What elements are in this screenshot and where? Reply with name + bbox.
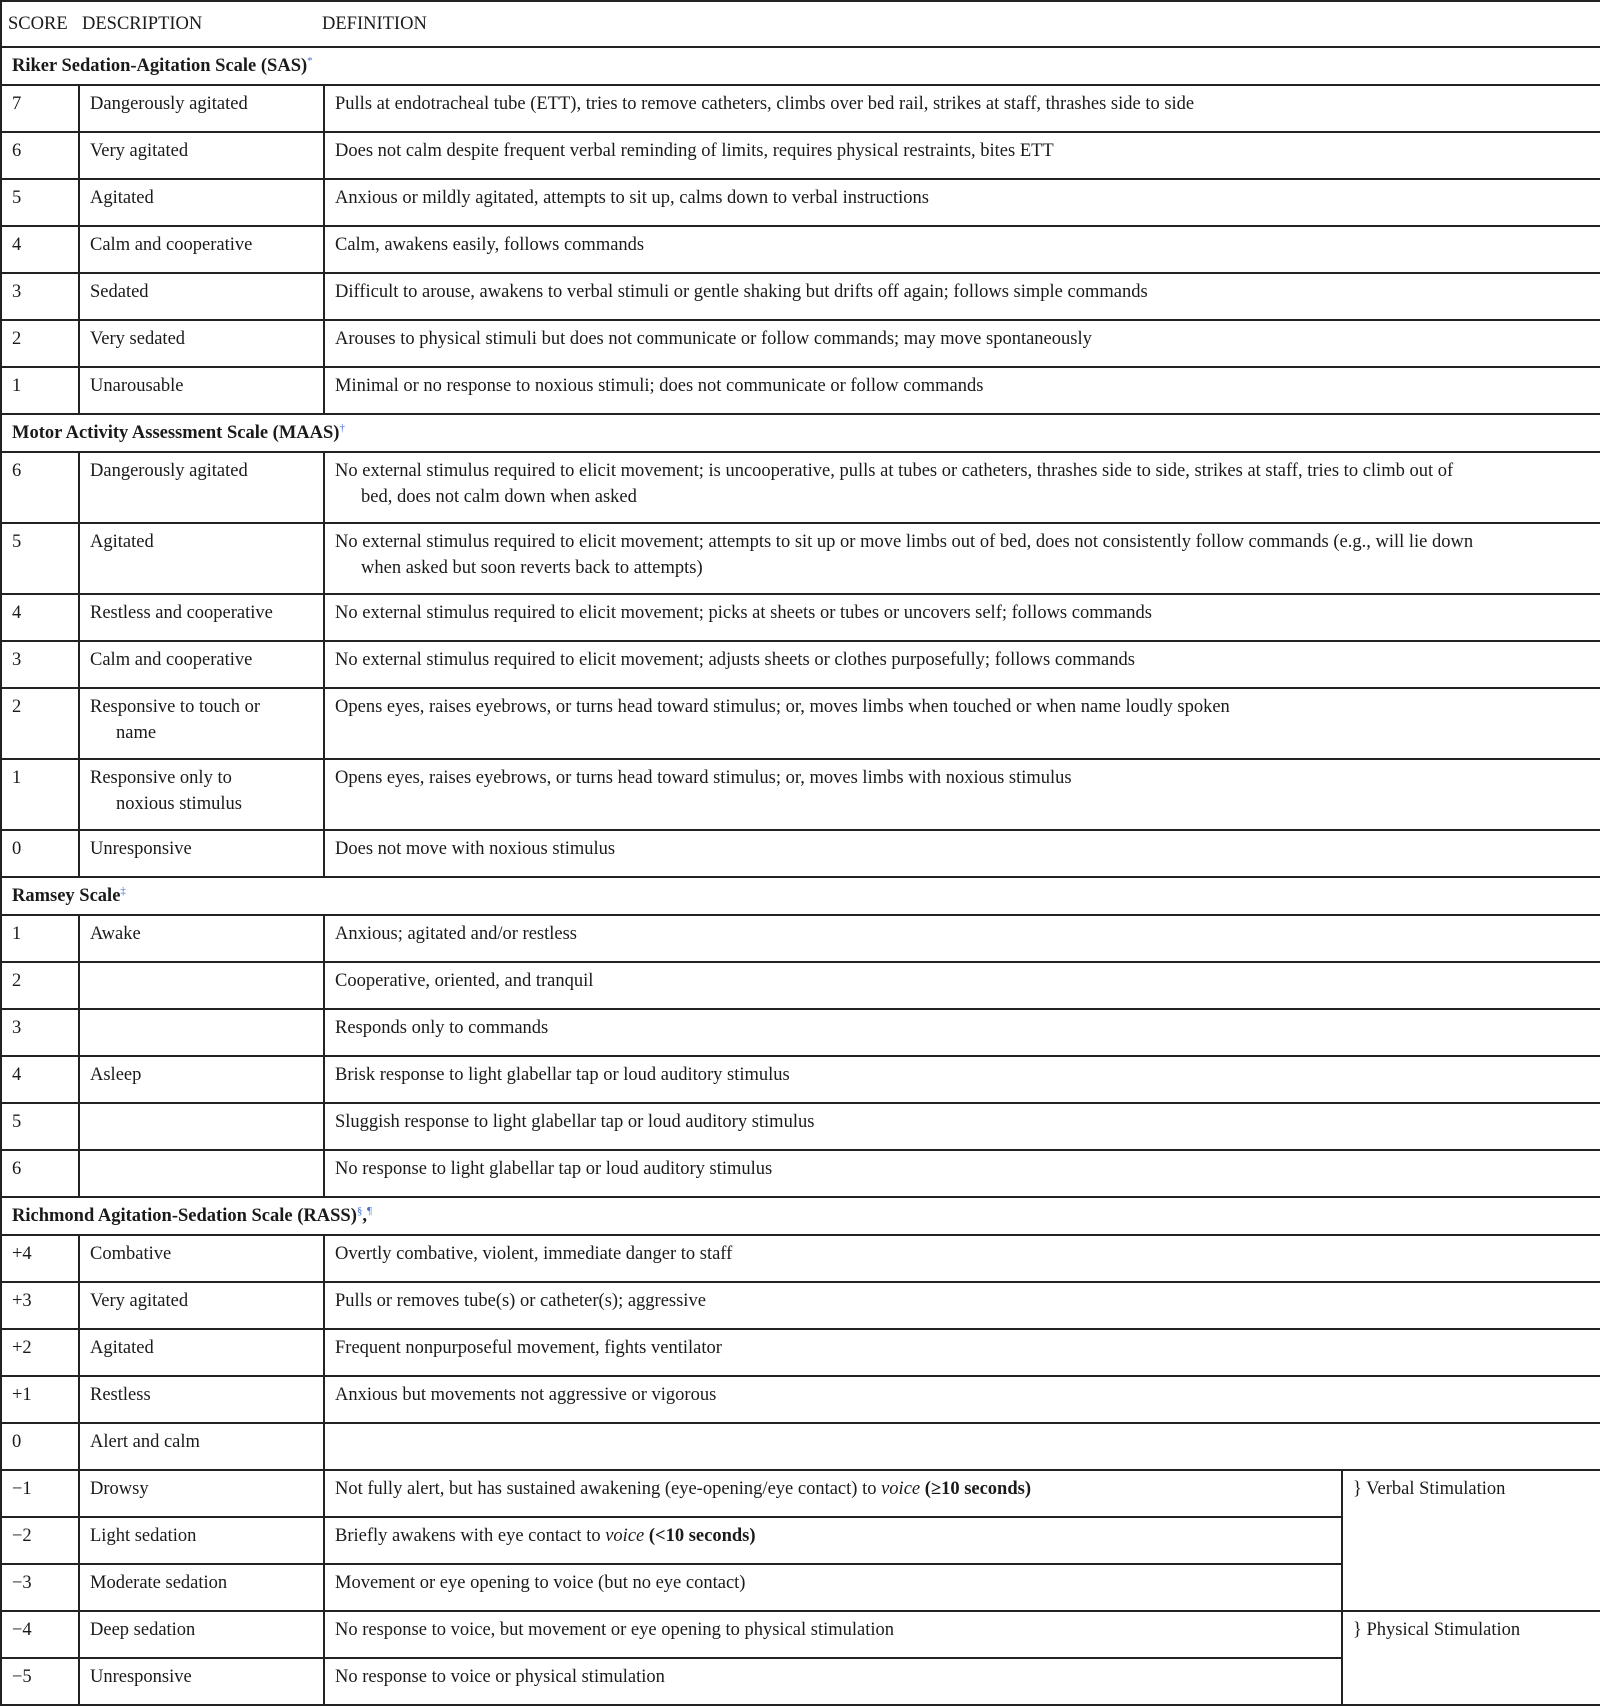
description-cell: Dangerously agitated (79, 452, 324, 523)
score-cell: 3 (1, 273, 79, 320)
table-row (1, 759, 1600, 830)
definition-line: No external stimulus required to elicit movement; attempts to sit up or move limbs out of bed, does not consistently follow commands (e.g., will lie down (335, 532, 1474, 552)
definition-cell: No external stimulus required to elicit movement; picks at sheets or tubes or uncovers self; follows commands (324, 594, 1600, 641)
score-cell: −5 (1, 1658, 79, 1705)
definition-cell (324, 1470, 1342, 1517)
score-cell: −4 (1, 1611, 79, 1658)
description-cell: Dangerously agitated (79, 85, 324, 132)
description-cell: Light sedation (79, 1517, 324, 1564)
table-row (1, 1282, 1600, 1329)
score-cell: 6 (1, 1150, 79, 1197)
definition-cell: Anxious or mildly agitated, attempts to sit up, calms down to verbal instructions (324, 179, 1600, 226)
score-cell: +2 (1, 1329, 79, 1376)
score-cell: 7 (1, 85, 79, 132)
table-row (1, 1376, 1600, 1423)
definition-continuation: bed, does not calm down when asked (361, 487, 637, 507)
definition-text: Briefly awakens with eye contact to (335, 1526, 606, 1546)
table-header-row (1, 1, 1600, 47)
definition-duration: (<10 seconds) (644, 1526, 756, 1546)
description-cell: Unarousable (79, 367, 324, 414)
section-ramsey (1, 877, 1600, 915)
description-cell: Unresponsive (79, 1658, 324, 1705)
description-cell (79, 1009, 324, 1056)
table-row (1, 830, 1600, 877)
footnote-mark[interactable]: † (339, 421, 345, 434)
table-row (1, 1009, 1600, 1056)
description-cell: Agitated (79, 1329, 324, 1376)
header-score: SCORE (8, 14, 68, 34)
footnote-mark[interactable]: ¶ (366, 1204, 372, 1217)
table-row (1, 367, 1600, 414)
section-title: Ramsey Scale (12, 886, 121, 906)
score-cell: 2 (1, 962, 79, 1009)
section-title: Riker Sedation-Agitation Scale (SAS) (12, 56, 308, 76)
score-cell: 5 (1, 523, 79, 594)
definition-line: No external stimulus required to elicit movement; is uncooperative, pulls at tubes or catheters, thrashes side to side, strikes at staff, tries to climb out of (335, 461, 1454, 481)
description-cell: Very sedated (79, 320, 324, 367)
score-cell: −3 (1, 1564, 79, 1611)
score-cell: 2 (1, 320, 79, 367)
description-cell (79, 1103, 324, 1150)
description-cell: Unresponsive (79, 830, 324, 877)
score-cell: 0 (1, 1423, 79, 1470)
table-row (1, 132, 1600, 179)
footnote-mark[interactable]: * (307, 54, 313, 67)
footnote-mark[interactable]: § (356, 1204, 363, 1217)
description-cell: Sedated (79, 273, 324, 320)
description-cell (79, 759, 324, 830)
definition-emphasis: voice (881, 1479, 921, 1499)
description-cell (79, 962, 324, 1009)
header-cell (1, 1, 1600, 47)
physical-stimulation-bracket: } Physical Stimulation (1342, 1611, 1600, 1705)
description-cell: Deep sedation (79, 1611, 324, 1658)
definition-continuation: when asked but soon reverts back to attempts) (361, 558, 703, 578)
description-cell: Calm and cooperative (79, 226, 324, 273)
definition-cell: Minimal or no response to noxious stimuli; does not communicate or follow commands (324, 367, 1600, 414)
score-cell: 5 (1, 179, 79, 226)
table-row (1, 523, 1600, 594)
table-row (1, 1150, 1600, 1197)
definition-cell: Opens eyes, raises eyebrows, or turns head toward stimulus; or, moves limbs when touched or when name loudly spoken (324, 688, 1600, 759)
description-line: Responsive only to (90, 768, 232, 788)
definition-cell: Pulls or removes tube(s) or catheter(s); aggressive (324, 1282, 1600, 1329)
section-title: Richmond Agitation-Sedation Scale (RASS) (12, 1206, 357, 1226)
description-cell: Restless and cooperative (79, 594, 324, 641)
score-cell: +3 (1, 1282, 79, 1329)
description-cell: Alert and calm (79, 1423, 324, 1470)
score-cell: −2 (1, 1517, 79, 1564)
score-cell: 6 (1, 452, 79, 523)
definition-cell (324, 1517, 1342, 1564)
table-row (1, 320, 1600, 367)
definition-cell: No response to voice or physical stimulation (324, 1658, 1342, 1705)
definition-cell: Overtly combative, violent, immediate danger to staff (324, 1235, 1600, 1282)
description-line: Responsive to touch or (90, 697, 261, 717)
table-row (1, 1470, 1600, 1517)
score-cell: 4 (1, 226, 79, 273)
description-cell: Asleep (79, 1056, 324, 1103)
description-cell (79, 688, 324, 759)
header-description: DESCRIPTION (82, 14, 203, 34)
table-row (1, 1235, 1600, 1282)
definition-cell: Anxious; agitated and/or restless (324, 915, 1600, 962)
score-cell: +1 (1, 1376, 79, 1423)
table-row (1, 85, 1600, 132)
description-cell: Agitated (79, 179, 324, 226)
definition-cell: Does not calm despite frequent verbal reminding of limits, requires physical restraints, bites ETT (324, 132, 1600, 179)
score-cell: 1 (1, 915, 79, 962)
score-cell: −1 (1, 1470, 79, 1517)
definition-cell: No external stimulus required to elicit movement; adjusts sheets or clothes purposefully; follows commands (324, 641, 1600, 688)
definition-cell: Does not move with noxious stimulus (324, 830, 1600, 877)
score-cell: 2 (1, 688, 79, 759)
section-rass (1, 1197, 1600, 1235)
description-continuation: noxious stimulus (116, 794, 242, 814)
description-cell (79, 1150, 324, 1197)
table-row (1, 452, 1600, 523)
definition-cell: Pulls at endotracheal tube (ETT), tries to remove catheters, climbs over bed rail, strikes at staff, thrashes side to side (324, 85, 1600, 132)
table-row (1, 1329, 1600, 1376)
definition-cell: Arouses to physical stimuli but does not communicate or follow commands; may move spontaneously (324, 320, 1600, 367)
score-cell: 3 (1, 641, 79, 688)
table-row (1, 1056, 1600, 1103)
definition-cell: Frequent nonpurposeful movement, fights ventilator (324, 1329, 1600, 1376)
description-cell: Agitated (79, 523, 324, 594)
score-cell: +4 (1, 1235, 79, 1282)
definition-cell: Responds only to commands (324, 1009, 1600, 1056)
description-cell: Drowsy (79, 1470, 324, 1517)
definition-cell: Difficult to arouse, awakens to verbal stimuli or gentle shaking but drifts off again; follows simple commands (324, 273, 1600, 320)
section-title: Motor Activity Assessment Scale (MAAS) (12, 423, 340, 443)
table-row (1, 1423, 1600, 1470)
description-cell: Restless (79, 1376, 324, 1423)
table-row (1, 179, 1600, 226)
definition-text: Not fully alert, but has sustained awakening (eye-opening/eye contact) to (335, 1479, 882, 1499)
description-cell: Very agitated (79, 132, 324, 179)
score-cell: 0 (1, 830, 79, 877)
table-row (1, 226, 1600, 273)
footnote-separator: , (362, 1206, 367, 1226)
description-cell: Very agitated (79, 1282, 324, 1329)
definition-cell: No response to light glabellar tap or loud auditory stimulus (324, 1150, 1600, 1197)
score-cell: 5 (1, 1103, 79, 1150)
table-row (1, 594, 1600, 641)
score-cell: 6 (1, 132, 79, 179)
definition-cell: Brisk response to light glabellar tap or loud auditory stimulus (324, 1056, 1600, 1103)
table-row (1, 1103, 1600, 1150)
table-row (1, 962, 1600, 1009)
table-row (1, 915, 1600, 962)
definition-cell: Movement or eye opening to voice (but no eye contact) (324, 1564, 1342, 1611)
section-maas (1, 414, 1600, 452)
definition-cell: Opens eyes, raises eyebrows, or turns head toward stimulus; or, moves limbs with noxious stimulus (324, 759, 1600, 830)
description-cell: Combative (79, 1235, 324, 1282)
definition-duration: (≥10 seconds) (920, 1479, 1031, 1499)
definition-emphasis: voice (605, 1526, 645, 1546)
table-row (1, 273, 1600, 320)
table-row (1, 1611, 1600, 1658)
description-cell: Moderate sedation (79, 1564, 324, 1611)
definition-cell: Anxious but movements not aggressive or vigorous (324, 1376, 1600, 1423)
description-continuation: name (116, 723, 157, 743)
definition-cell (324, 523, 1600, 594)
definition-cell: Sluggish response to light glabellar tap or loud auditory stimulus (324, 1103, 1600, 1150)
description-cell: Awake (79, 915, 324, 962)
header-definition: DEFINITION (322, 14, 427, 34)
score-cell: 3 (1, 1009, 79, 1056)
description-cell: Calm and cooperative (79, 641, 324, 688)
score-cell: 1 (1, 367, 79, 414)
definition-cell: Cooperative, oriented, and tranquil (324, 962, 1600, 1009)
definition-cell (324, 452, 1600, 523)
definition-cell: Calm, awakens easily, follows commands (324, 226, 1600, 273)
definition-cell (324, 1423, 1600, 1470)
verbal-stimulation-bracket: } Verbal Stimulation (1342, 1470, 1600, 1611)
footnote-mark[interactable]: ‡ (120, 884, 126, 897)
score-cell: 1 (1, 759, 79, 830)
score-cell: 4 (1, 594, 79, 641)
definition-cell: No response to voice, but movement or eye opening to physical stimulation (324, 1611, 1342, 1658)
score-cell: 4 (1, 1056, 79, 1103)
section-sas (1, 47, 1600, 85)
table-row (1, 641, 1600, 688)
table-row (1, 688, 1600, 759)
